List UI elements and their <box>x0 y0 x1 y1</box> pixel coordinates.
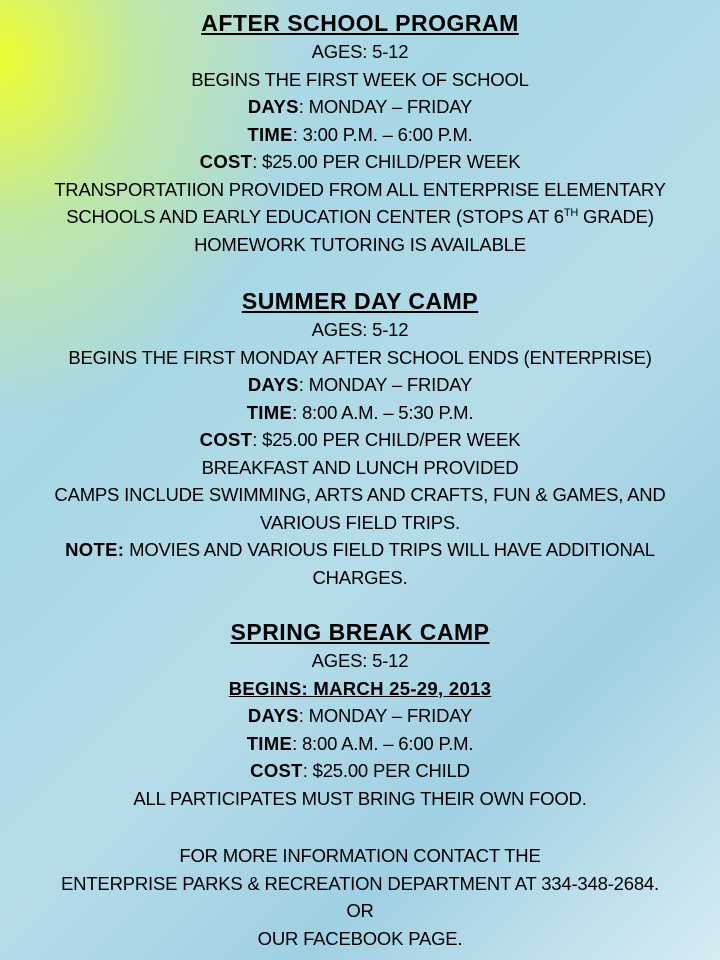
after-school-section <box>0 8 720 258</box>
summer-meals: BREAKFAST AND LUNCH PROVIDED <box>201 456 519 478</box>
summer-note-line1 <box>0 536 720 564</box>
summer-time <box>0 399 720 427</box>
time-label: TIME <box>246 401 293 423</box>
summer-camp-title: SUMMER DAY CAMP <box>241 288 479 314</box>
summer-note-line2: CHARGES. <box>312 566 408 588</box>
after-school-time <box>0 121 720 149</box>
after-school-days <box>0 93 720 121</box>
summer-cost <box>0 426 720 454</box>
contact-line3: OR <box>346 900 374 921</box>
days-label: DAYS <box>247 705 299 726</box>
cost-label: COST <box>199 429 253 450</box>
days-label: DAYS <box>247 96 299 117</box>
cost-value: : $25.00 PER CHILD/PER WEEK <box>252 429 521 450</box>
time-value: : 8:00 A.M. – 5:30 P.M. <box>292 401 474 423</box>
after-school-begins: BEGINS THE FIRST WEEK OF SCHOOL <box>191 68 529 90</box>
contact-section <box>0 842 720 952</box>
after-school-transport-line2 <box>0 203 720 231</box>
days-value: : MONDAY – FRIDAY <box>298 96 473 117</box>
spring-begins: BEGINS: MARCH 25-29, 2013 <box>228 677 492 699</box>
spring-break-section <box>0 617 720 812</box>
transport-line2-a: SCHOOLS AND EARLY EDUCATION CENTER (STOPS AT 6 <box>66 206 564 227</box>
transport-line2-b: GRADE) <box>578 206 654 227</box>
time-value: : 8:00 A.M. – 6:00 P.M. <box>292 732 474 754</box>
days-value: : MONDAY – FRIDAY <box>298 705 473 726</box>
summer-camp-section <box>0 286 720 591</box>
cost-value: : $25.00 PER CHILD <box>302 760 470 781</box>
after-school-title: AFTER SCHOOL PROGRAM <box>201 10 519 36</box>
cost-value: : $25.00 PER CHILD/PER WEEK <box>252 151 521 172</box>
days-label: DAYS <box>247 374 299 395</box>
contact-line2: ENTERPRISE PARKS & RECREATION DEPARTMENT AT 334-348-2684. <box>61 872 659 894</box>
summer-ages: AGES: 5-12 <box>311 319 409 340</box>
after-school-homework: HOMEWORK TUTORING IS AVAILABLE <box>194 233 526 255</box>
spring-begins-line <box>0 675 720 703</box>
summer-begins: BEGINS THE FIRST MONDAY AFTER SCHOOL ENDS (ENTERPRISE) <box>68 346 652 368</box>
time-label: TIME <box>247 123 293 145</box>
spring-ages: AGES: 5-12 <box>311 650 409 671</box>
transport-line2-sup: TH <box>563 207 579 219</box>
spring-food: ALL PARTICIPATES MUST BRING THEIR OWN FOOD. <box>133 787 587 809</box>
cost-label: COST <box>199 151 253 172</box>
summer-camps-line2: VARIOUS FIELD TRIPS. <box>260 511 460 533</box>
spring-time <box>0 730 720 758</box>
after-school-ages: AGES: 5-12 <box>311 41 409 62</box>
days-value: : MONDAY – FRIDAY <box>298 374 473 395</box>
summer-camps-line1: CAMPS INCLUDE SWIMMING, ARTS AND CRAFTS, FUN & GAMES, AND <box>54 484 666 505</box>
after-school-cost <box>0 148 720 176</box>
spring-cost <box>0 757 720 785</box>
time-label: TIME <box>246 732 293 754</box>
cost-label: COST <box>250 760 303 781</box>
spring-days <box>0 702 720 730</box>
time-value: : 3:00 P.M. – 6:00 P.M. <box>292 123 473 145</box>
summer-days <box>0 371 720 399</box>
after-school-transport-line1: TRANSPORTATIION PROVIDED FROM ALL ENTERPRISE ELEMENTARY <box>54 178 666 200</box>
contact-line4: OUR FACEBOOK PAGE. <box>257 927 463 949</box>
note-text: MOVIES AND VARIOUS FIELD TRIPS WILL HAVE ADDITIONAL <box>124 539 655 560</box>
spring-break-title: SPRING BREAK CAMP <box>230 619 490 645</box>
note-label: NOTE: <box>65 539 125 560</box>
contact-line1: FOR MORE INFORMATION CONTACT THE <box>179 845 541 866</box>
